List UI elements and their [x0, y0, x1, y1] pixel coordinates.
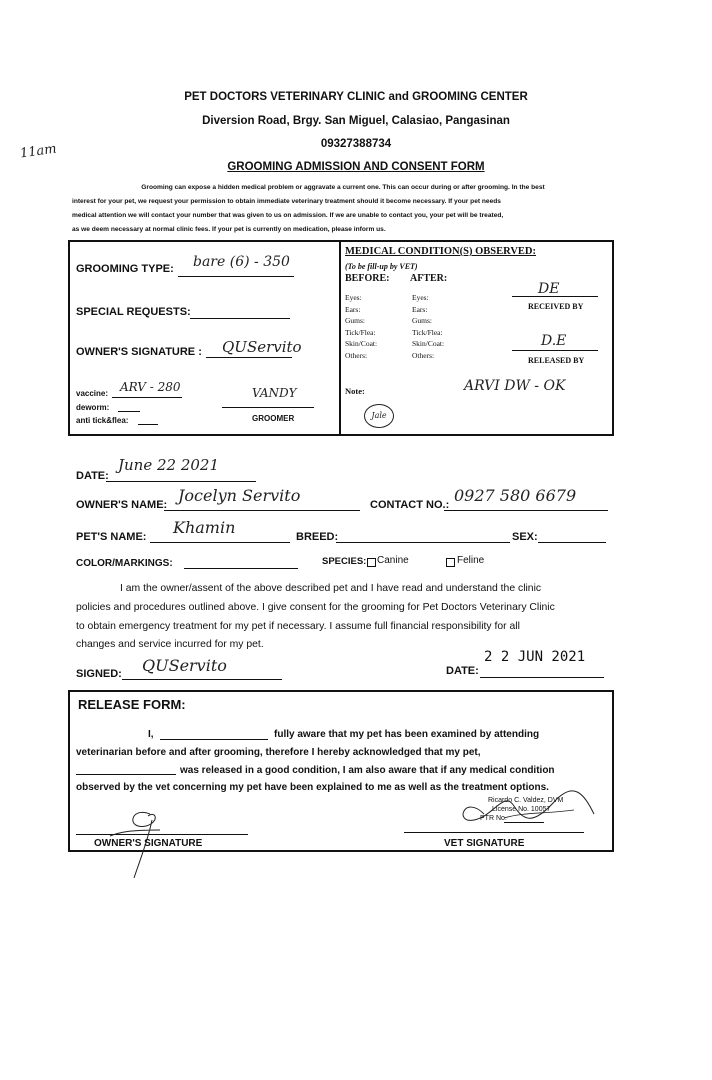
- special-requests-line[interactable]: [190, 318, 290, 319]
- before-item: Ears:: [345, 304, 361, 314]
- owner-name-line: [164, 510, 360, 511]
- note-value: ARVI DW - OK: [464, 378, 566, 394]
- contact-line: [444, 510, 608, 511]
- color-markings-line[interactable]: [184, 568, 298, 569]
- before-list: [345, 292, 377, 361]
- owner-name-value[interactable]: Jocelyn Servito: [178, 486, 301, 505]
- release-line3-suffix: was released in a good condition, I am also aware that if any medical condition: [180, 765, 555, 776]
- vet-signature-scribble: [444, 784, 604, 832]
- release-pet-line[interactable]: [76, 774, 176, 775]
- before-item: Skin/Coat:: [345, 339, 378, 348]
- after-item: Skin/Coat:: [412, 339, 445, 348]
- species-label: SPECIES:: [322, 556, 367, 567]
- vaccine-line: [112, 397, 182, 398]
- signed-date-label: DATE:: [446, 665, 479, 677]
- release-line2: veterinarian before and after grooming, therefore I hereby acknowledged that my pet,: [76, 747, 481, 758]
- contact-label: CONTACT NO.:: [370, 499, 450, 511]
- deworm-line: [118, 411, 140, 412]
- feline-label: Feline: [457, 555, 485, 566]
- signed-date-value: 2 2 JUN 2021: [484, 649, 586, 665]
- consent-line-2: policies and procedures outlined above. I give consent for the grooming for Pet Doctors Veterinary Clinic: [76, 602, 555, 613]
- owner-signature-label: OWNER'S SIGNATURE :: [76, 346, 202, 358]
- release-line1-suffix: fully aware that my pet has been examined by attending: [274, 729, 540, 740]
- released-by-label: RELEASED BY: [528, 356, 585, 365]
- deworm-label: deworm:: [76, 403, 110, 412]
- clinic-phone: 09327388734: [320, 138, 392, 150]
- date-line: [106, 481, 256, 482]
- grooming-type-value[interactable]: bare (6) - 350: [193, 254, 290, 270]
- canine-label: Canine: [377, 555, 409, 566]
- after-item: Others:: [412, 350, 435, 360]
- after-item: Tick/Flea:: [412, 327, 443, 337]
- before-label: BEFORE:: [345, 273, 390, 284]
- received-by-value: DE: [538, 281, 560, 297]
- grooming-type-line: [178, 276, 294, 277]
- before-item: Tick/Flea:: [345, 327, 376, 337]
- date-value[interactable]: June 22 2021: [118, 456, 220, 474]
- after-label: AFTER:: [410, 273, 448, 284]
- vet-stamp-ptr: PTR No.: [480, 815, 507, 822]
- anti-tick-line: [138, 424, 158, 425]
- vet-stamp-name: Ricardo C. Valdez, DVM: [488, 797, 564, 804]
- vet-sig-label: VET SIGNATURE: [444, 838, 525, 849]
- intro-line-3: medical attention we will contact your number that was given to us on admission. If we are unable to contact you, your pet will be treated,: [72, 212, 504, 219]
- release-title: RELEASE FORM:: [78, 697, 186, 712]
- pet-name-value[interactable]: Khamin: [173, 518, 236, 537]
- owner-signature-line: [206, 357, 292, 358]
- sex-line[interactable]: [538, 542, 606, 543]
- intro-line-1: Grooming can expose a hidden medical problem or aggravate a current one. This can occur during or after grooming. In the best: [141, 184, 545, 191]
- owner-name-label: OWNER'S NAME:: [76, 499, 168, 511]
- signed-label: SIGNED:: [76, 668, 122, 680]
- groomer-label: GROOMER: [252, 414, 295, 423]
- vaccine-value: ARV - 280: [120, 380, 181, 394]
- groomer-value: VANDY: [252, 386, 297, 400]
- vaccine-label: vaccine:: [76, 389, 109, 398]
- breed-line[interactable]: [336, 542, 510, 543]
- received-by-line: [512, 296, 598, 297]
- medical-title: MEDICAL CONDITION(S) OBSERVED:: [345, 246, 536, 257]
- release-name-line[interactable]: [160, 739, 268, 740]
- grooming-type-label: GROOMING TYPE:: [76, 263, 174, 275]
- before-item: Eyes:: [345, 293, 362, 302]
- special-requests-label: SPECIAL REQUESTS:: [76, 306, 191, 318]
- before-item: Gums:: [345, 316, 366, 325]
- clinic-address: Diversion Road, Brgy. San Miguel, Calasiao, Pangasinan: [202, 115, 510, 127]
- feline-checkbox[interactable]: [446, 558, 455, 567]
- intro-line-2: interest for your pet, we request your permission to obtain immediate veterinary treatment should it become necessary. If your pet needs: [72, 198, 501, 205]
- margin-note: 11am: [19, 141, 58, 162]
- medical-subtitle: (To be fill-up by VET): [345, 262, 418, 271]
- consent-line-1: I am the owner/assent of the above described pet and I have read and understand the clinic: [120, 583, 542, 594]
- clinic-name: PET DOCTORS VETERINARY CLINIC and GROOMING CENTER: [184, 91, 528, 103]
- signed-date-line: [480, 677, 604, 678]
- before-item: Others:: [345, 350, 368, 360]
- signed-line: [122, 679, 282, 680]
- released-by-value: D.E: [541, 333, 567, 349]
- canine-checkbox[interactable]: [367, 558, 376, 567]
- anti-tick-label: anti tick&flea:: [76, 416, 129, 425]
- vet-stamp-license: License No. 10057: [492, 806, 551, 813]
- note-label: Note:: [345, 386, 365, 396]
- after-list: [412, 292, 444, 361]
- breed-label: BREED:: [296, 531, 339, 543]
- box-divider: [339, 240, 341, 436]
- consent-line-4: changes and service incurred for my pet.: [76, 639, 264, 650]
- pet-name-line: [150, 542, 290, 543]
- sex-label: SEX:: [512, 531, 538, 543]
- release-line4: observed by the vet concerning my pet have been explained to me as well as the treatment options.: [76, 782, 549, 793]
- signed-value: QUServito: [142, 656, 227, 675]
- consent-line-3: to obtain emergency treatment for my pet if necessary. I assume full financial responsibility for all: [76, 621, 520, 632]
- released-by-line: [512, 350, 598, 351]
- after-item: Eyes:: [412, 293, 429, 302]
- owner-sig-label: OWNER'S SIGNATURE: [94, 838, 203, 849]
- after-item: Ears:: [412, 304, 428, 314]
- note-initials: Jale: [364, 404, 394, 428]
- pet-name-label: PET'S NAME:: [76, 531, 147, 543]
- intro-line-4: as we deem necessary at normal clinic fees. If your pet is currently on medication, please inform us.: [72, 226, 386, 233]
- contact-value[interactable]: 0927 580 6679: [454, 486, 577, 505]
- form-title: GROOMING ADMISSION AND CONSENT FORM: [227, 161, 485, 173]
- received-by-label: RECEIVED BY: [528, 302, 584, 311]
- vet-sig-line: [404, 832, 584, 833]
- release-line1-prefix: I,: [148, 729, 154, 740]
- owner-signature-value: QUServito: [222, 338, 302, 356]
- color-markings-label: COLOR/MARKINGS:: [76, 558, 173, 569]
- after-item: Gums:: [412, 316, 433, 325]
- groomer-line: [222, 407, 314, 408]
- date-label: DATE:: [76, 470, 109, 482]
